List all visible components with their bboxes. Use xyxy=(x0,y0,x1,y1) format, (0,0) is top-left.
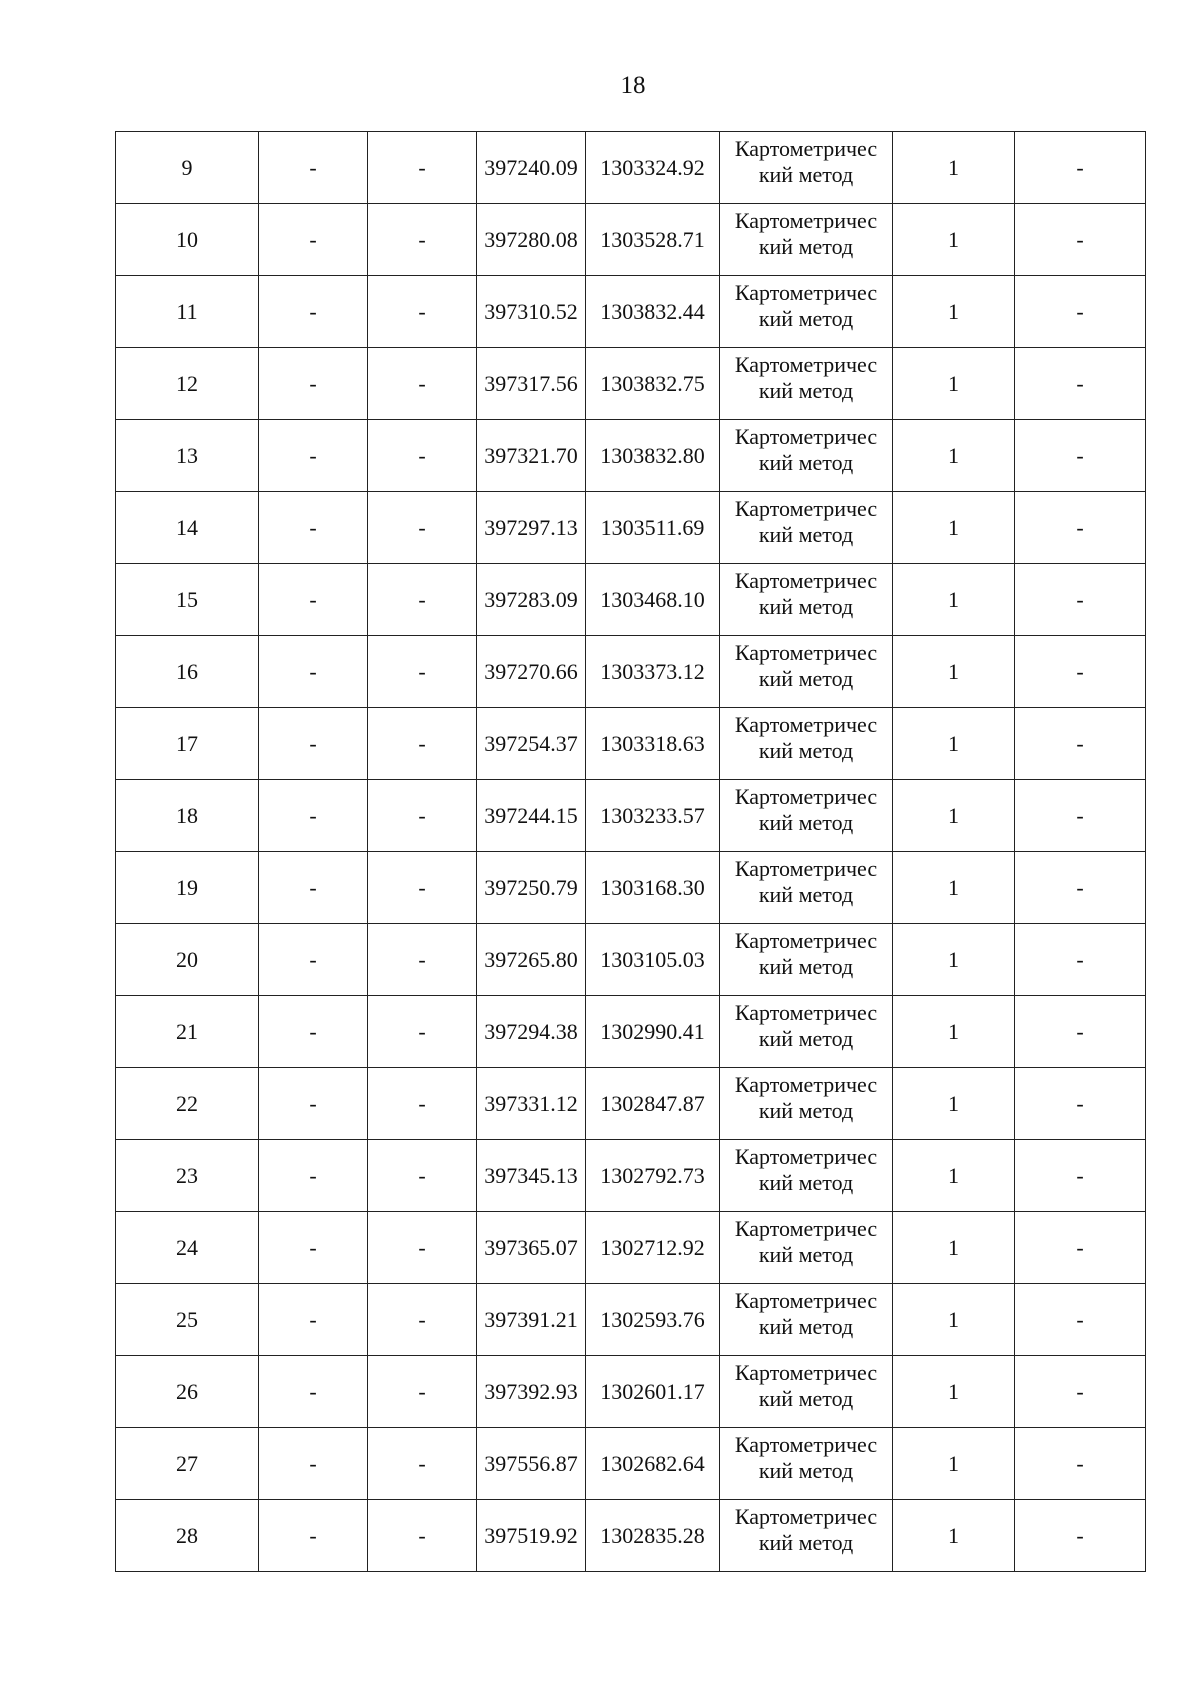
coordinate-y-cell: 1302682.64 xyxy=(586,1428,720,1500)
point-number-cell: 27 xyxy=(116,1428,259,1500)
method-text-line: кий метод xyxy=(758,378,854,403)
method-text-line: кий метод xyxy=(758,954,854,979)
coordinate-x-cell: 397280.08 xyxy=(477,204,586,276)
method-text-line: кий метод xyxy=(758,162,854,187)
column-3-cell: - xyxy=(368,1068,477,1140)
method-cell xyxy=(720,1140,893,1212)
column-3-cell: - xyxy=(368,1428,477,1500)
column-7-cell: 1 xyxy=(893,924,1015,996)
coordinate-y-cell: 1302601.17 xyxy=(586,1356,720,1428)
method-text-line: Картометричес xyxy=(734,1144,878,1169)
column-7-cell: 1 xyxy=(893,276,1015,348)
column-3-cell: - xyxy=(368,852,477,924)
method-text-line: Картометричес xyxy=(734,1072,878,1097)
method-text-line: кий метод xyxy=(758,1314,854,1339)
method-text-line: кий метод xyxy=(758,450,854,475)
point-number-cell: 20 xyxy=(116,924,259,996)
method-cell xyxy=(720,1500,893,1572)
method-cell xyxy=(720,852,893,924)
table-row xyxy=(116,1068,1146,1140)
page-number: 18 xyxy=(620,72,646,99)
method-text-line: кий метод xyxy=(758,810,854,835)
column-2-cell: - xyxy=(259,1284,368,1356)
column-2-cell: - xyxy=(259,420,368,492)
method-text-line: кий метод xyxy=(758,738,854,763)
point-number-cell: 10 xyxy=(116,204,259,276)
point-number-cell: 11 xyxy=(116,276,259,348)
method-cell xyxy=(720,708,893,780)
column-2-cell: - xyxy=(259,780,368,852)
column-8-cell: - xyxy=(1015,636,1146,708)
column-2-cell: - xyxy=(259,1068,368,1140)
column-3-cell: - xyxy=(368,708,477,780)
column-8-cell: - xyxy=(1015,1284,1146,1356)
method-text-line: кий метод xyxy=(758,666,854,691)
table-row xyxy=(116,1284,1146,1356)
point-number-cell: 25 xyxy=(116,1284,259,1356)
column-3-cell: - xyxy=(368,1140,477,1212)
column-8-cell: - xyxy=(1015,204,1146,276)
column-8-cell: - xyxy=(1015,492,1146,564)
column-2-cell: - xyxy=(259,996,368,1068)
coordinate-y-cell: 1303511.69 xyxy=(586,492,720,564)
table-row xyxy=(116,780,1146,852)
method-cell xyxy=(720,276,893,348)
point-number-cell: 19 xyxy=(116,852,259,924)
column-7-cell: 1 xyxy=(893,708,1015,780)
method-cell xyxy=(720,780,893,852)
column-8-cell: - xyxy=(1015,996,1146,1068)
column-8-cell: - xyxy=(1015,1356,1146,1428)
column-7-cell: 1 xyxy=(893,564,1015,636)
column-8-cell: - xyxy=(1015,1140,1146,1212)
coordinate-x-cell: 397244.15 xyxy=(477,780,586,852)
coordinate-x-cell: 397283.09 xyxy=(477,564,586,636)
column-7-cell: 1 xyxy=(893,1140,1015,1212)
point-number-cell: 16 xyxy=(116,636,259,708)
method-text-line: кий метод xyxy=(758,1386,854,1411)
table-row xyxy=(116,1140,1146,1212)
column-7-cell: 1 xyxy=(893,492,1015,564)
table-row xyxy=(116,1356,1146,1428)
coordinate-y-cell: 1303168.30 xyxy=(586,852,720,924)
coordinate-x-cell: 397331.12 xyxy=(477,1068,586,1140)
column-8-cell: - xyxy=(1015,924,1146,996)
method-text-line: кий метод xyxy=(758,306,854,331)
point-number-cell: 23 xyxy=(116,1140,259,1212)
method-cell xyxy=(720,636,893,708)
table-row xyxy=(116,1428,1146,1500)
column-3-cell: - xyxy=(368,564,477,636)
method-text-line: Картометричес xyxy=(734,352,878,377)
column-2-cell: - xyxy=(259,132,368,204)
method-text-line: Картометричес xyxy=(734,496,878,521)
method-text-line: Картометричес xyxy=(734,1288,878,1313)
column-7-cell: 1 xyxy=(893,204,1015,276)
coordinate-y-cell: 1303324.92 xyxy=(586,132,720,204)
coordinate-y-cell: 1302847.87 xyxy=(586,1068,720,1140)
table-row xyxy=(116,204,1146,276)
point-number-cell: 9 xyxy=(116,132,259,204)
method-text-line: Картометричес xyxy=(734,1000,878,1025)
coordinate-y-cell: 1302990.41 xyxy=(586,996,720,1068)
column-3-cell: - xyxy=(368,204,477,276)
column-3-cell: - xyxy=(368,132,477,204)
coordinate-x-cell: 397310.52 xyxy=(477,276,586,348)
method-text-line: кий метод xyxy=(758,1242,854,1267)
column-8-cell: - xyxy=(1015,276,1146,348)
coordinate-x-cell: 397345.13 xyxy=(477,1140,586,1212)
coordinate-x-cell: 397297.13 xyxy=(477,492,586,564)
method-cell xyxy=(720,564,893,636)
point-number-cell: 21 xyxy=(116,996,259,1068)
column-7-cell: 1 xyxy=(893,420,1015,492)
column-2-cell: - xyxy=(259,348,368,420)
point-number-cell: 28 xyxy=(116,1500,259,1572)
table-row xyxy=(116,708,1146,780)
coordinate-y-cell: 1303832.44 xyxy=(586,276,720,348)
coordinate-y-cell: 1303468.10 xyxy=(586,564,720,636)
column-8-cell: - xyxy=(1015,1212,1146,1284)
column-8-cell: - xyxy=(1015,1500,1146,1572)
column-2-cell: - xyxy=(259,636,368,708)
method-text-line: Картометричес xyxy=(734,856,878,881)
method-text-line: Картометричес xyxy=(734,424,878,449)
column-3-cell: - xyxy=(368,1212,477,1284)
column-3-cell: - xyxy=(368,924,477,996)
table-body xyxy=(116,132,1146,1572)
column-3-cell: - xyxy=(368,636,477,708)
point-number-cell: 18 xyxy=(116,780,259,852)
column-8-cell: - xyxy=(1015,420,1146,492)
column-3-cell: - xyxy=(368,1284,477,1356)
column-2-cell: - xyxy=(259,1428,368,1500)
method-cell xyxy=(720,1212,893,1284)
table-row xyxy=(116,348,1146,420)
method-text-line: Картометричес xyxy=(734,1360,878,1385)
coordinate-x-cell: 397240.09 xyxy=(477,132,586,204)
method-text-line: Картометричес xyxy=(734,1432,878,1457)
column-8-cell: - xyxy=(1015,1428,1146,1500)
point-number-cell: 24 xyxy=(116,1212,259,1284)
method-cell xyxy=(720,348,893,420)
method-cell xyxy=(720,1284,893,1356)
table-row xyxy=(116,1212,1146,1284)
method-cell xyxy=(720,1428,893,1500)
point-number-cell: 14 xyxy=(116,492,259,564)
table-row xyxy=(116,564,1146,636)
coordinate-x-cell: 397265.80 xyxy=(477,924,586,996)
column-2-cell: - xyxy=(259,492,368,564)
point-number-cell: 13 xyxy=(116,420,259,492)
coordinate-x-cell: 397294.38 xyxy=(477,996,586,1068)
table-row xyxy=(116,492,1146,564)
column-7-cell: 1 xyxy=(893,132,1015,204)
coordinate-x-cell: 397250.79 xyxy=(477,852,586,924)
column-3-cell: - xyxy=(368,492,477,564)
coordinate-x-cell: 397391.21 xyxy=(477,1284,586,1356)
table-row xyxy=(116,924,1146,996)
method-cell xyxy=(720,492,893,564)
coordinate-y-cell: 1302593.76 xyxy=(586,1284,720,1356)
method-text-line: кий метод xyxy=(758,1170,854,1195)
method-text-line: Картометричес xyxy=(734,928,878,953)
method-cell xyxy=(720,924,893,996)
method-text-line: Картометричес xyxy=(734,640,878,665)
point-number-cell: 12 xyxy=(116,348,259,420)
column-8-cell: - xyxy=(1015,132,1146,204)
column-7-cell: 1 xyxy=(893,852,1015,924)
coordinate-x-cell: 397392.93 xyxy=(477,1356,586,1428)
column-2-cell: - xyxy=(259,1500,368,1572)
method-text-line: Картометричес xyxy=(734,280,878,305)
column-2-cell: - xyxy=(259,1140,368,1212)
column-3-cell: - xyxy=(368,780,477,852)
method-cell xyxy=(720,420,893,492)
column-7-cell: 1 xyxy=(893,1500,1015,1572)
coordinate-y-cell: 1302712.92 xyxy=(586,1212,720,1284)
table-row xyxy=(116,276,1146,348)
coordinate-x-cell: 397321.70 xyxy=(477,420,586,492)
method-cell xyxy=(720,132,893,204)
column-3-cell: - xyxy=(368,348,477,420)
method-text-line: Картометричес xyxy=(734,1504,878,1529)
coordinate-x-cell: 397519.92 xyxy=(477,1500,586,1572)
method-text-line: кий метод xyxy=(758,234,854,259)
column-8-cell: - xyxy=(1015,780,1146,852)
method-text-line: кий метод xyxy=(758,882,854,907)
column-8-cell: - xyxy=(1015,348,1146,420)
method-text-line: Картометричес xyxy=(734,568,878,593)
column-3-cell: - xyxy=(368,1500,477,1572)
coordinate-x-cell: 397365.07 xyxy=(477,1212,586,1284)
column-2-cell: - xyxy=(259,204,368,276)
coordinates-table xyxy=(115,131,1146,1572)
coordinate-x-cell: 397270.66 xyxy=(477,636,586,708)
table-row xyxy=(116,420,1146,492)
coordinate-y-cell: 1303832.75 xyxy=(586,348,720,420)
column-7-cell: 1 xyxy=(893,1068,1015,1140)
method-cell xyxy=(720,1068,893,1140)
column-2-cell: - xyxy=(259,852,368,924)
column-7-cell: 1 xyxy=(893,1212,1015,1284)
coordinate-x-cell: 397556.87 xyxy=(477,1428,586,1500)
method-text-line: кий метод xyxy=(758,1098,854,1123)
column-7-cell: 1 xyxy=(893,1356,1015,1428)
method-cell xyxy=(720,996,893,1068)
column-7-cell: 1 xyxy=(893,780,1015,852)
table-row xyxy=(116,852,1146,924)
method-text-line: кий метод xyxy=(758,1530,854,1555)
column-8-cell: - xyxy=(1015,852,1146,924)
method-text-line: кий метод xyxy=(758,594,854,619)
column-7-cell: 1 xyxy=(893,996,1015,1068)
table-row xyxy=(116,996,1146,1068)
method-text-line: кий метод xyxy=(758,1458,854,1483)
method-text-line: кий метод xyxy=(758,1026,854,1051)
coordinate-y-cell: 1303528.71 xyxy=(586,204,720,276)
coordinate-y-cell: 1302792.73 xyxy=(586,1140,720,1212)
method-cell xyxy=(720,204,893,276)
method-text-line: Картометричес xyxy=(734,712,878,737)
point-number-cell: 15 xyxy=(116,564,259,636)
coordinate-y-cell: 1302835.28 xyxy=(586,1500,720,1572)
method-cell xyxy=(720,1356,893,1428)
column-2-cell: - xyxy=(259,564,368,636)
table-row xyxy=(116,132,1146,204)
point-number-cell: 17 xyxy=(116,708,259,780)
column-7-cell: 1 xyxy=(893,1428,1015,1500)
coordinate-y-cell: 1303233.57 xyxy=(586,780,720,852)
column-8-cell: - xyxy=(1015,1068,1146,1140)
method-text-line: кий метод xyxy=(758,522,854,547)
method-text-line: Картометричес xyxy=(734,1216,878,1241)
column-7-cell: 1 xyxy=(893,636,1015,708)
column-7-cell: 1 xyxy=(893,1284,1015,1356)
point-number-cell: 26 xyxy=(116,1356,259,1428)
method-text-line: Картометричес xyxy=(734,136,878,161)
column-2-cell: - xyxy=(259,708,368,780)
column-8-cell: - xyxy=(1015,708,1146,780)
column-3-cell: - xyxy=(368,276,477,348)
column-7-cell: 1 xyxy=(893,348,1015,420)
point-number-cell: 22 xyxy=(116,1068,259,1140)
method-text-line: Картометричес xyxy=(734,208,878,233)
table-row xyxy=(116,636,1146,708)
coordinate-y-cell: 1303373.12 xyxy=(586,636,720,708)
table-row xyxy=(116,1500,1146,1572)
column-3-cell: - xyxy=(368,420,477,492)
column-3-cell: - xyxy=(368,1356,477,1428)
coordinate-x-cell: 397254.37 xyxy=(477,708,586,780)
coordinate-x-cell: 397317.56 xyxy=(477,348,586,420)
coordinate-y-cell: 1303318.63 xyxy=(586,708,720,780)
column-2-cell: - xyxy=(259,924,368,996)
column-3-cell: - xyxy=(368,996,477,1068)
column-2-cell: - xyxy=(259,1356,368,1428)
coordinate-y-cell: 1303832.80 xyxy=(586,420,720,492)
column-8-cell: - xyxy=(1015,564,1146,636)
column-2-cell: - xyxy=(259,1212,368,1284)
coordinate-y-cell: 1303105.03 xyxy=(586,924,720,996)
column-2-cell: - xyxy=(259,276,368,348)
method-text-line: Картометричес xyxy=(734,784,878,809)
